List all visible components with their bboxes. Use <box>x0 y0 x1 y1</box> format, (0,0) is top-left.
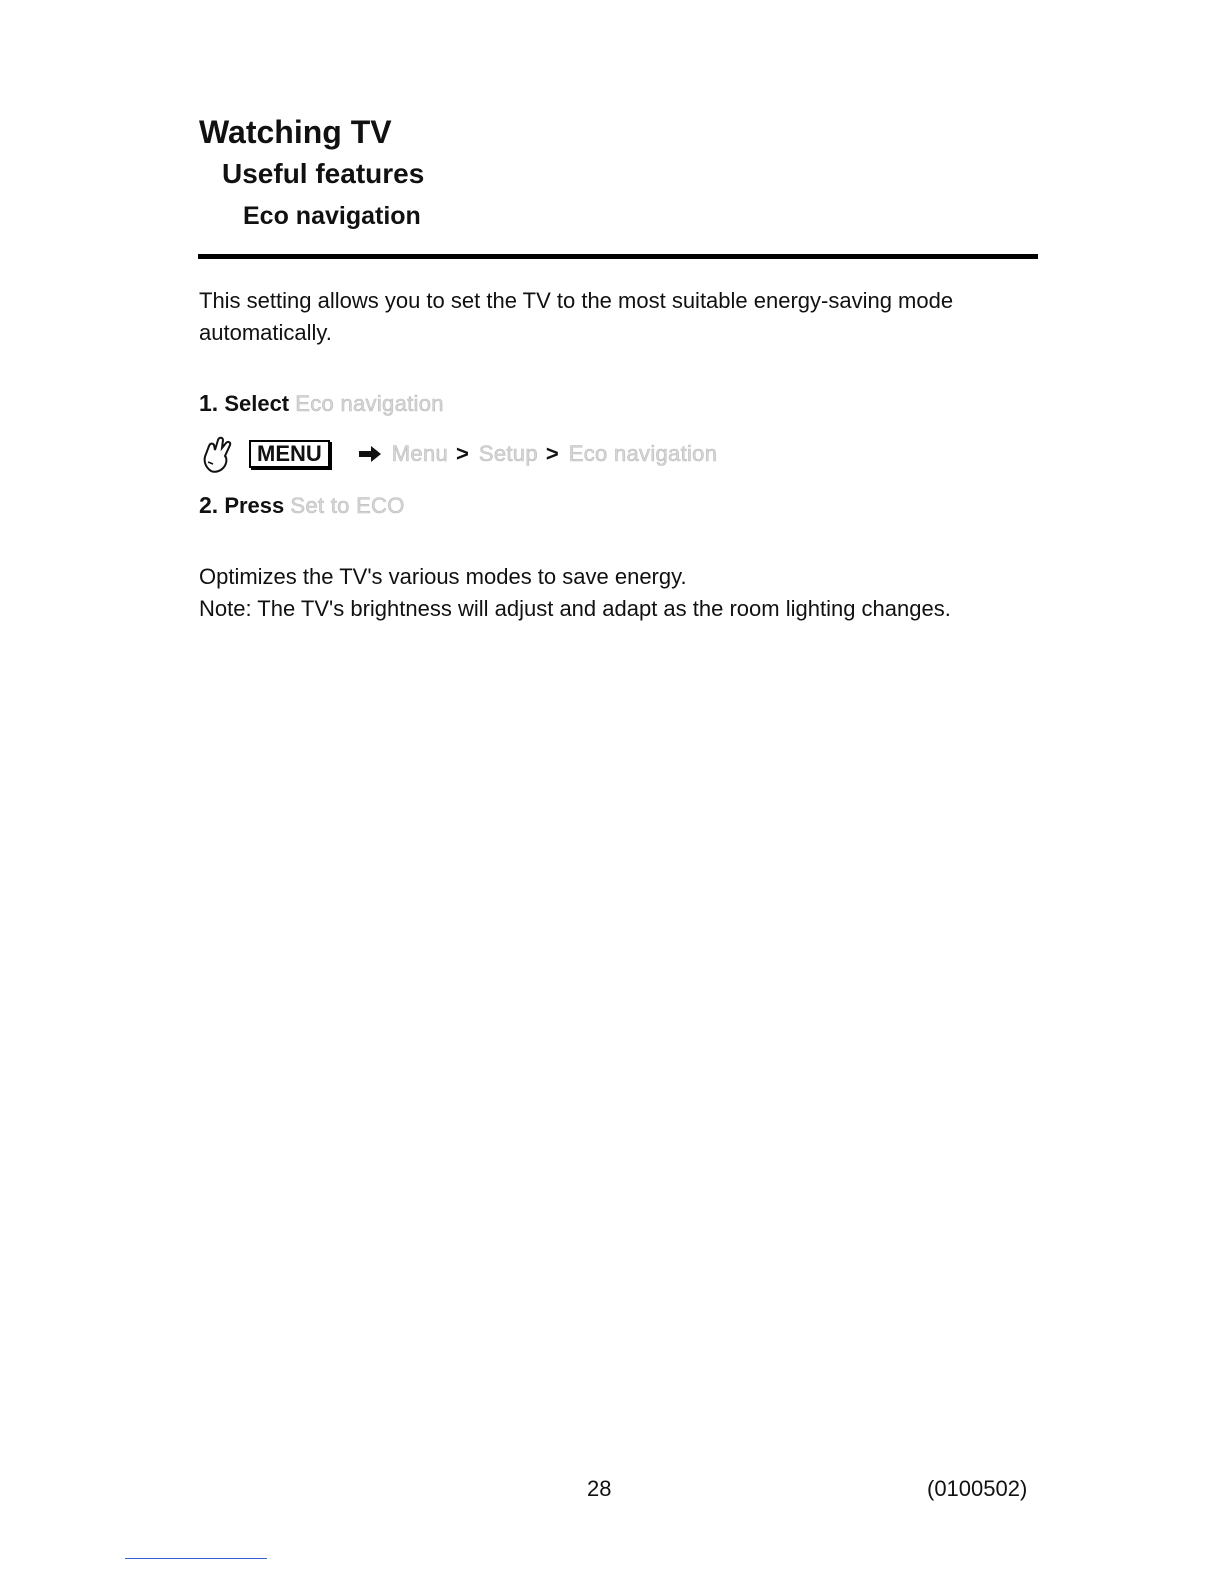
crumb-setup[interactable]: Setup <box>478 441 538 466</box>
crumb-menu[interactable]: Menu <box>391 441 449 466</box>
crumb-eco-navigation[interactable]: Eco navigation <box>568 441 718 466</box>
menu-key-button[interactable]: MENU <box>249 440 330 468</box>
arrow-right-icon <box>358 444 382 464</box>
step-1-verb: Select <box>224 391 290 416</box>
menu-path <box>199 434 717 474</box>
step-1-number: 1. <box>199 390 219 416</box>
bottom-link-line <box>125 1558 267 1559</box>
document-code: (0100502) <box>927 1476 1028 1501</box>
description-line-1: Optimizes the TV's various modes to save energy. <box>199 564 687 589</box>
step-2 <box>199 490 405 521</box>
step-1 <box>199 388 444 419</box>
crumb-separator: > <box>456 441 469 466</box>
crumb-separator: > <box>545 441 559 466</box>
step-2-verb: Press <box>224 493 285 518</box>
topic-heading: Eco navigation <box>243 202 421 230</box>
step-2-target[interactable]: Set to ECO <box>290 493 405 518</box>
step-1-target[interactable]: Eco navigation <box>295 391 444 416</box>
description-note: Note: The TV's brightness will adjust and adapt as the room lighting changes. <box>199 596 951 621</box>
section-subtitle: Useful features <box>222 158 425 189</box>
page-title: Watching TV <box>199 114 392 150</box>
intro-paragraph: This setting allows you to set the TV to the most suitable energy-saving mode automatically. <box>199 288 954 345</box>
description <box>199 561 1069 625</box>
hand-remote-icon <box>199 434 237 474</box>
step-2-number: 2. <box>199 492 219 518</box>
page-number: 28 <box>587 1476 612 1501</box>
heading-divider <box>198 254 1038 259</box>
